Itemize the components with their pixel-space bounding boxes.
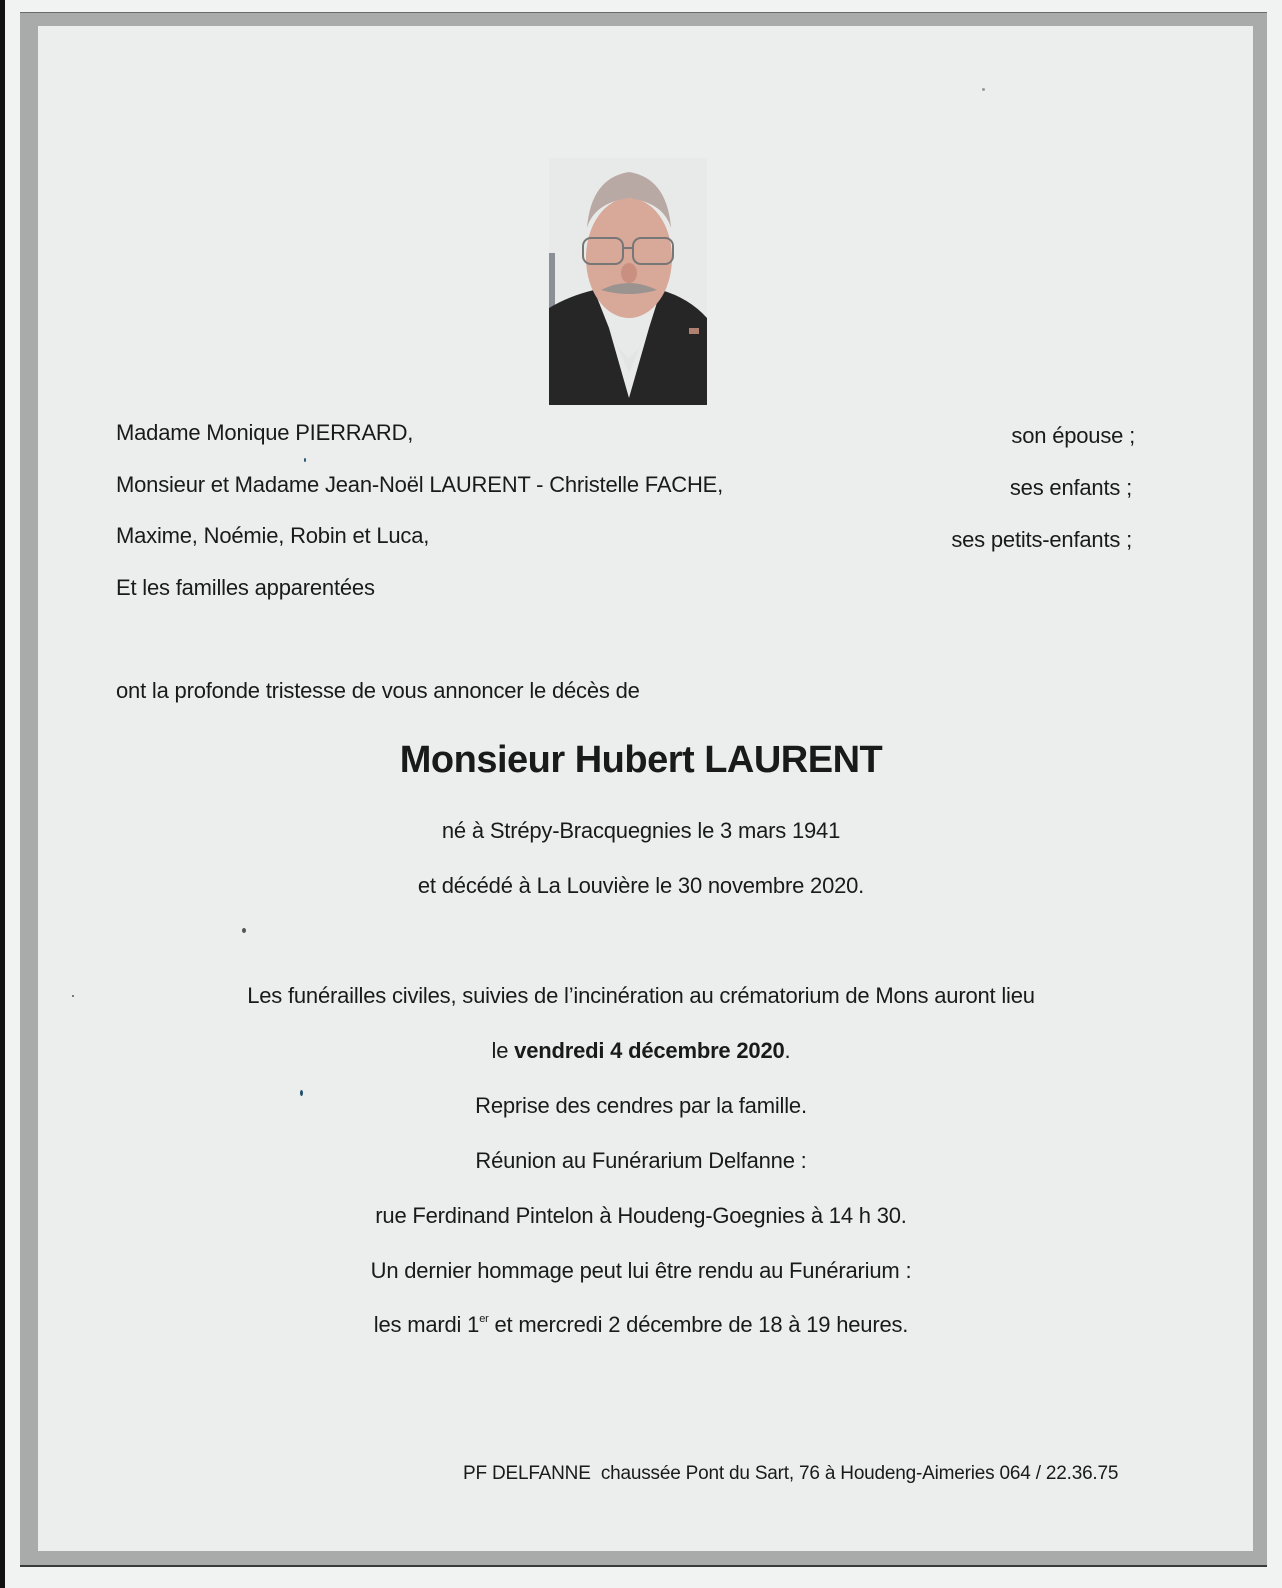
portrait-photo-icon (549, 158, 707, 405)
funeral-date-line (0, 1038, 1282, 1064)
death-info: et décédé à La Louvière le 30 novembre 2020. (417, 873, 865, 898)
ashes-info: Reprise des cendres par la famille. (475, 1093, 807, 1118)
family-member-name: Maxime, Noémie, Robin et Luca, (116, 523, 430, 548)
family-member-relation: ses petits-enfants ; (951, 527, 1132, 552)
ordinal-superscript: er (479, 1313, 489, 1325)
funeral-home-name: PF DELFANNE (463, 1463, 591, 1484)
funeral-home-phone: 064 / 22.36.75 (999, 1463, 1119, 1484)
meeting-info: Réunion au Funérarium Delfanne : (475, 1148, 807, 1173)
deceased-name: Monsieur Hubert LAURENT (399, 739, 883, 781)
visiting-hours-prefix: les mardi 1 (373, 1312, 480, 1337)
family-member-name: Madame Monique PIERRARD, (116, 420, 414, 445)
funeral-info: Les funérailles civiles, suivies de l’incinération au crématorium de Mons auront lieu (247, 983, 1035, 1008)
visiting-hours (0, 1312, 1282, 1338)
birth-info: né à Strépy-Bracquegnies le 3 mars 1941 (441, 818, 841, 843)
scan-speck (300, 1090, 303, 1096)
scan-edge (0, 0, 5, 1588)
funeral-home-footer (463, 1461, 1118, 1487)
portrait-photo (549, 158, 707, 405)
family-member-relation: son épouse ; (1011, 423, 1135, 448)
funeral-date: vendredi 4 décembre 2020 (514, 1038, 785, 1063)
scan-speck (72, 995, 74, 997)
scan-speck (982, 88, 985, 91)
scan-speck (242, 928, 246, 933)
family-member-name: Et les familles apparentées (116, 575, 375, 600)
funeral-date-prefix: le (491, 1038, 515, 1063)
meeting-address-time: rue Ferdinand Pintelon à Houdeng-Goegnies à 14 h 30. (375, 1203, 907, 1228)
funeral-home-address: chaussée Pont du Sart, 76 à Houdeng-Aimeries (600, 1463, 995, 1484)
family-member-relation: ses enfants ; (1009, 475, 1132, 500)
announcement-text: ont la profonde tristesse de vous annoncer le décès de (116, 678, 640, 703)
funeral-date-suffix: . (784, 1038, 791, 1063)
family-member-name: Monsieur et Madame Jean-Noël LAURENT - Christelle FACHE, (116, 472, 724, 497)
visiting-hours-suffix: et mercredi 2 décembre de 18 à 19 heures. (488, 1312, 909, 1337)
scan-speck (304, 458, 306, 462)
tribute-info: Un dernier hommage peut lui être rendu au Funérarium : (370, 1258, 912, 1283)
